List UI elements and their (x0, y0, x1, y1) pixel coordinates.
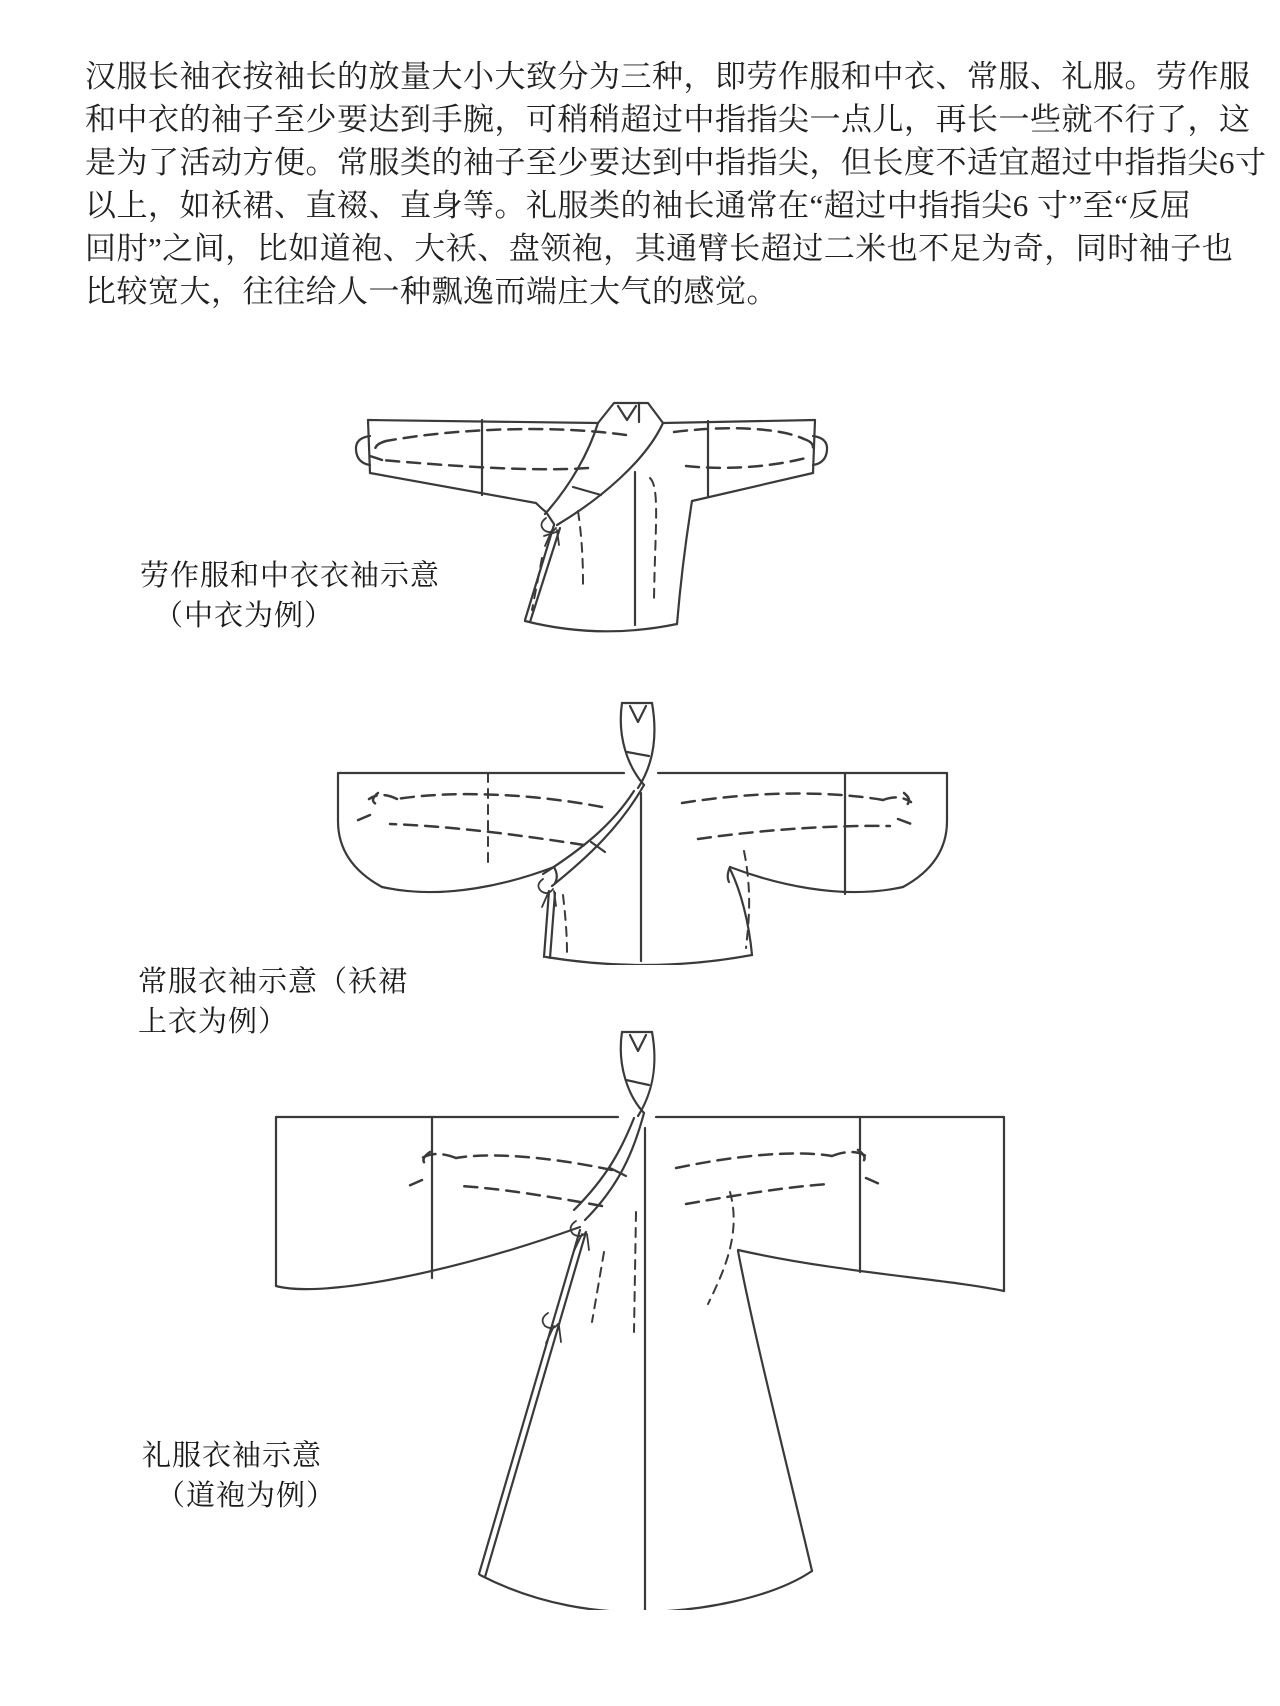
caption-line: 上衣为例） (138, 1006, 289, 1038)
paragraph-line: 是为了活动方便。常服类的袖子至少要达到中指指尖，但长度不适宜超过中指指尖6寸 (85, 145, 1267, 180)
inner-edge-dashes (592, 1192, 734, 1332)
caption-line: 劳作服和中衣衣袖示意 (140, 560, 441, 592)
inner-edge-dashes (532, 478, 656, 610)
caption-line: （道袍为例） (156, 1480, 337, 1512)
laborwear-caption (140, 556, 440, 636)
collar-band (545, 403, 663, 525)
lifu-diagram (230, 1020, 1050, 1610)
collar-band (543, 703, 654, 886)
caption-line: 常服衣袖示意（袄裙 (138, 966, 409, 998)
paragraph-line: 和中衣的袖子至少要达到手腕，可稍稍超过中指指尖一点儿，再长一些就不行了，这 (85, 102, 1251, 137)
changfu-diagram (300, 695, 950, 965)
garment-outline (338, 773, 947, 965)
caption-line: 礼服衣袖示意 (142, 1440, 323, 1472)
changfu-garment-drawing (300, 695, 950, 965)
garment-outline (276, 1117, 1004, 1610)
lifu-garment-drawing (230, 1020, 1050, 1610)
paragraph-line: 汉服长袖衣按袖长的放量大小大致分为三种，即劳作服和中衣、常服、礼服。劳作服 (85, 59, 1251, 94)
collar-band (574, 1032, 654, 1220)
paragraph-line: 比较宽大，往往给人一种飘逸而端庄大气的感觉。 (85, 274, 778, 309)
intro-paragraph (85, 55, 1267, 313)
caption-line: （中衣为例） (154, 600, 335, 632)
lifu-caption (142, 1436, 336, 1516)
arm-outline-dashes (370, 428, 813, 469)
paragraph-line: 回肘”之间，比如道袍、大袄、盘领袍，其通臂长超过二米也不足为奇，同时袖子也 (85, 231, 1234, 266)
paragraph-line: 以上，如袄裙、直裰、直身等。礼服类的袖长通常在“超过中指指尖6 寸”至“反屈 (85, 188, 1192, 223)
